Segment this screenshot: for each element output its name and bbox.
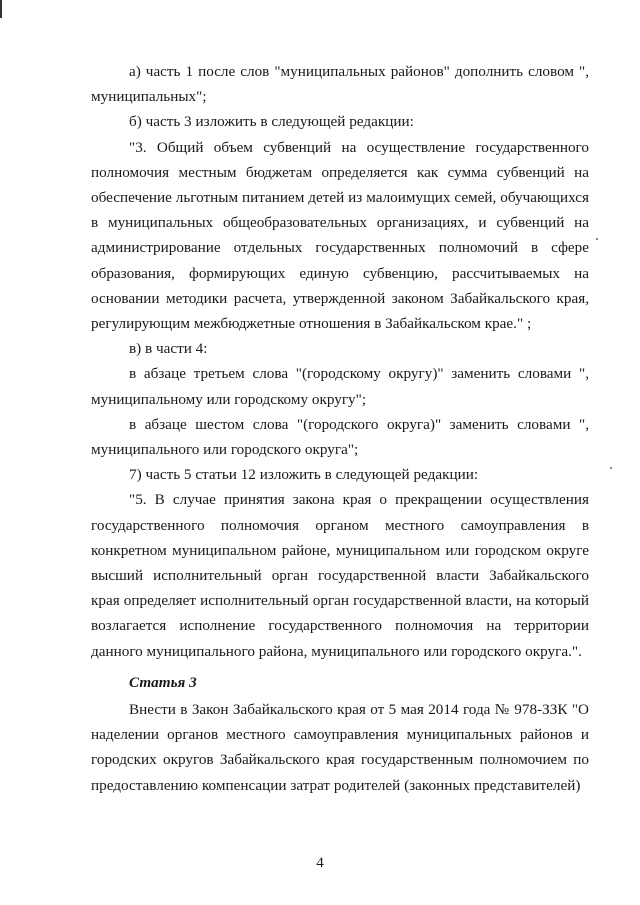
article-heading: Статья 3 [129,673,197,691]
paragraph-amendment-a: а) часть 1 после слов "муниципальных районов" дополнить словом ", муниципальных"; [91,63,589,106]
paragraph-amendment-v: в) в части 4: [129,340,208,358]
paragraph-item-7: 7) часть 5 статьи 12 изложить в следующей редакции: [129,466,479,484]
paragraph-article-3-body: Внести в Закон Забайкальского края от 5 мая 2014 года № 978-ЗЗК "О наделении органов местного самоуправления муниципальных районов и городских округов Забайкальского края государственным полномочием по предоставлению компенсации затрат родителей (законных представителей) [91,701,589,794]
paragraph-sixth-indent: в абзаце шестом слова "(городского округа)" заменить словами ", муниципального или городского округа"; [91,415,589,459]
page-number: 4 [316,855,324,871]
paragraph-quote-part-3: "3. Общий объем субвенций на осуществление государственного полномочия местным бюджетам определяется как сумма субвенций на обеспечение льготным питанием детей из малоимущих семей, обучающихся в муниципальных общеобразовательных организациях, и субвенций на администрирование отдельных государственных полномочий в сфере образования, формирующих единую субвенцию, рассчитываемых на основании методики расчета, утвержденной законом Забайкальского края, регулирующим межбюджетные отношения в Забайкальском крае." ; [91,138,589,333]
paragraph-third-indent: в абзаце третьем слова "(городскому округу)" заменить словами ", муниципальному или городскому округу"; [91,365,589,408]
scan-edge-mark [0,0,2,18]
document-body [91,59,589,798]
scan-speck [610,467,612,469]
paragraph-amendment-b: б) часть 3 изложить в следующей редакции: [129,113,414,131]
paragraph-quote-part-5: "5. В случае принятия закона края о прекращении осуществления государственного полномочия органом местного самоуправления в конкретном муниципальном районе, муниципальном или городском округе высший исполнительный орган государственной власти Забайкальского края определяет исполнительный орган государственной власти, на который возлагается исполнение государственного полномочия на территории данного муниципального района, муниципального или городского округа.". [91,491,589,660]
scan-speck [596,238,598,240]
